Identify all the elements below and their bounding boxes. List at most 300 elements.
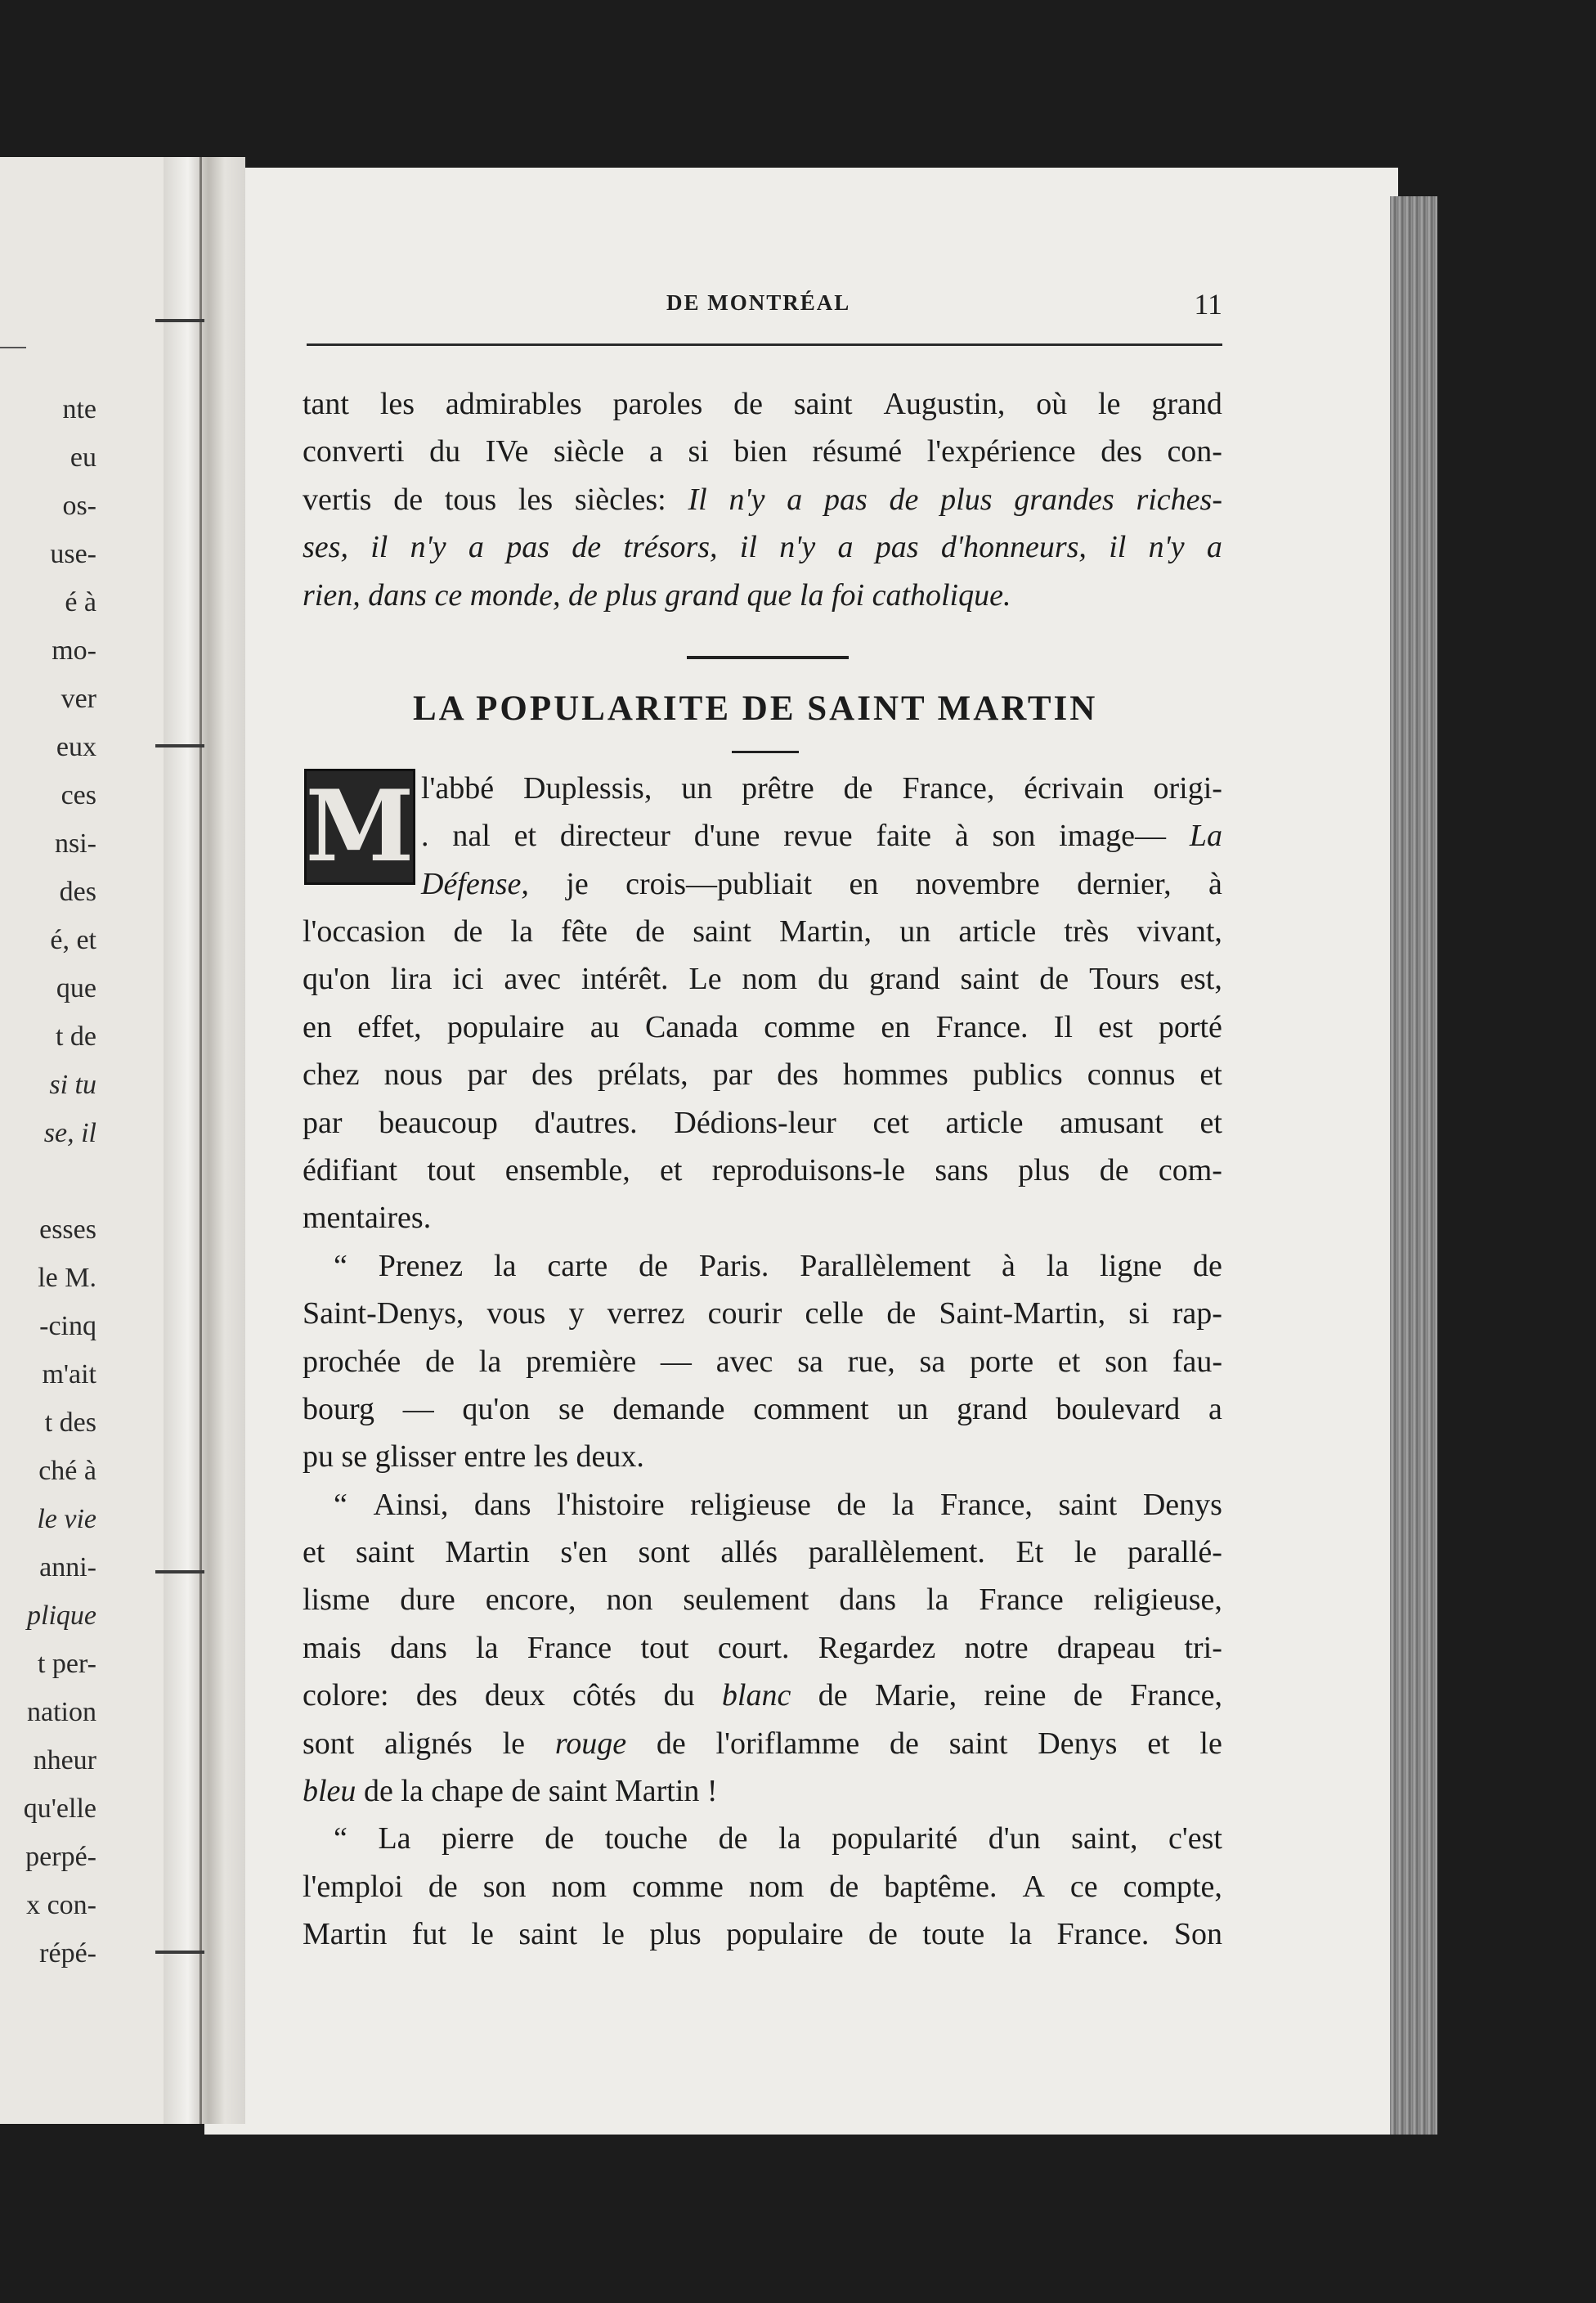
word: de xyxy=(1099,1152,1129,1187)
word: de xyxy=(656,1726,686,1761)
word: à xyxy=(954,819,969,854)
left-page-line: esses xyxy=(39,1214,96,1245)
word: publics xyxy=(972,1057,1063,1093)
word: Son xyxy=(1173,1917,1222,1952)
word: la xyxy=(778,1821,801,1856)
text-line xyxy=(303,1672,1222,1719)
word: populaire xyxy=(726,1917,844,1952)
word: a xyxy=(649,434,663,469)
word: très xyxy=(1064,914,1110,949)
word: se xyxy=(558,1391,585,1426)
word: la xyxy=(1009,1917,1033,1952)
word: Martin, xyxy=(779,914,872,949)
word: toute xyxy=(922,1917,985,1952)
word: l'abbé xyxy=(421,771,495,806)
word: siècle xyxy=(553,434,625,469)
left-page-line: si tu xyxy=(49,1070,96,1100)
text-line xyxy=(303,1290,1222,1337)
word: Denys xyxy=(1142,1487,1222,1522)
word: reproduisons-le xyxy=(711,1152,906,1187)
word: ses, xyxy=(303,530,348,565)
word: sa xyxy=(797,1344,823,1379)
word: pas xyxy=(823,482,867,517)
left-page-line: eu xyxy=(69,442,96,473)
page-number: 11 xyxy=(1194,288,1222,321)
word: amusant xyxy=(1060,1105,1163,1140)
word: court. xyxy=(717,1630,790,1665)
word: son xyxy=(1105,1344,1148,1379)
word: il xyxy=(1109,530,1127,565)
word: un xyxy=(681,771,713,806)
text-line xyxy=(303,1576,1222,1623)
word: le xyxy=(1074,1535,1097,1570)
left-page-line: plique xyxy=(27,1600,96,1631)
word: à xyxy=(1208,866,1222,901)
word: saint xyxy=(793,387,853,421)
section-rule-bottom xyxy=(732,751,799,753)
word: Parallèlement xyxy=(800,1248,971,1283)
word: comme xyxy=(632,1869,724,1904)
word: est xyxy=(1098,1009,1133,1044)
word: paroles xyxy=(612,387,703,421)
word: de xyxy=(843,771,873,806)
word: Denys xyxy=(1038,1726,1118,1761)
word: grand xyxy=(957,1391,1028,1426)
text-line xyxy=(303,1051,1222,1098)
word: si xyxy=(688,434,709,469)
word: l'histoire xyxy=(557,1487,665,1522)
word: saint xyxy=(356,1535,415,1570)
word: chez xyxy=(303,1057,360,1093)
left-page-line: é à xyxy=(65,587,96,617)
word: d'honneurs, xyxy=(940,530,1087,565)
word: de xyxy=(1073,1678,1103,1713)
word: plus xyxy=(649,1917,702,1952)
word: a xyxy=(468,530,484,565)
word: de xyxy=(836,1487,867,1522)
word: d'un xyxy=(988,1821,1041,1856)
word: — xyxy=(660,1344,692,1379)
word: je xyxy=(566,866,589,901)
left-page-line: ver xyxy=(61,684,96,714)
word: trésors, xyxy=(623,530,718,565)
text-line xyxy=(303,1910,1222,1958)
word: com- xyxy=(1158,1152,1222,1187)
text-run: mentaires. xyxy=(303,1201,432,1236)
word: en xyxy=(303,1009,332,1044)
word: avec xyxy=(504,962,561,997)
word: fête xyxy=(561,914,608,949)
word: où xyxy=(1036,387,1068,421)
left-page-line: se, il xyxy=(43,1118,96,1148)
word: France xyxy=(979,1582,1064,1618)
word: est, xyxy=(1180,962,1222,997)
word: seulement xyxy=(683,1582,809,1618)
word: côtés xyxy=(572,1678,637,1713)
word: des xyxy=(1101,434,1142,469)
italic-run: bleu xyxy=(303,1774,356,1809)
word: de xyxy=(889,482,919,517)
word: de xyxy=(718,1821,748,1856)
word: IVe xyxy=(485,434,529,469)
word: n'y xyxy=(410,530,446,565)
word: France xyxy=(527,1630,612,1665)
word: sont xyxy=(638,1535,690,1570)
word: nom xyxy=(748,1869,805,1904)
word: baptême. xyxy=(884,1869,998,1904)
word: des xyxy=(777,1057,818,1093)
word: cet xyxy=(872,1105,909,1140)
text-line xyxy=(421,812,1222,860)
word: par xyxy=(467,1057,508,1093)
word: il xyxy=(370,530,388,565)
ornamental-dropcap xyxy=(304,769,415,885)
word: un xyxy=(899,914,931,949)
word: France. xyxy=(935,1009,1029,1044)
word: de xyxy=(890,1726,919,1761)
word: siècles: xyxy=(574,482,666,517)
word: saint xyxy=(948,1726,1008,1761)
text-line xyxy=(303,380,1222,428)
word: a xyxy=(837,530,854,565)
word: alignés xyxy=(384,1726,473,1761)
word: porte xyxy=(970,1344,1034,1379)
word: blanc xyxy=(721,1678,791,1713)
word: beaucoup xyxy=(379,1105,498,1140)
paragraph xyxy=(303,1481,1222,1816)
word: plus xyxy=(1018,1152,1070,1187)
word: prêtre xyxy=(742,771,814,806)
word: A xyxy=(1022,1869,1045,1904)
word: mais xyxy=(303,1630,361,1665)
word: France, xyxy=(902,771,995,806)
word: Regardez xyxy=(818,1630,936,1665)
word: article xyxy=(958,914,1037,949)
text-run: de la chape de saint Martin ! xyxy=(356,1774,718,1809)
paragraph xyxy=(303,908,1222,1242)
article-body xyxy=(303,908,1222,1959)
word: drapeau xyxy=(1056,1630,1156,1665)
running-head: DE MONTRÉAL xyxy=(666,290,851,315)
word: dans xyxy=(473,1487,531,1522)
word: deux xyxy=(484,1678,545,1713)
word: le xyxy=(471,1917,494,1952)
left-page-line: use- xyxy=(50,539,96,569)
word: de xyxy=(425,1344,455,1379)
word: rouge xyxy=(554,1726,627,1761)
word: l'occasion xyxy=(303,914,426,949)
word: nous xyxy=(383,1057,443,1093)
left-page-line: le vie xyxy=(37,1504,96,1534)
text-line xyxy=(421,860,1222,908)
word: le xyxy=(502,1726,526,1761)
word: hommes xyxy=(843,1057,948,1093)
word: par xyxy=(712,1057,753,1093)
left-page-rule xyxy=(0,347,26,348)
word: saint xyxy=(518,1917,578,1952)
word: de xyxy=(428,1869,458,1904)
word: Canada xyxy=(644,1009,738,1044)
header-rule xyxy=(307,343,1222,346)
word: de xyxy=(829,1869,859,1904)
word: du xyxy=(429,434,461,469)
word: plus xyxy=(940,482,993,517)
word: la xyxy=(926,1582,949,1618)
left-page-line: x con- xyxy=(26,1890,96,1920)
word: parallé- xyxy=(1127,1535,1222,1570)
word: effet, xyxy=(357,1009,422,1044)
word: de xyxy=(733,387,763,421)
left-page-line: eux xyxy=(56,732,96,762)
word: n'y xyxy=(729,482,765,517)
word: populaire xyxy=(446,1009,565,1044)
text-line xyxy=(303,1099,1222,1147)
word: n'y xyxy=(779,530,816,565)
word: “ xyxy=(334,1248,347,1283)
left-page-line: le M. xyxy=(38,1263,96,1293)
word: la xyxy=(1046,1248,1069,1283)
word: rap- xyxy=(1172,1296,1222,1331)
text-line xyxy=(303,908,1222,955)
word: la xyxy=(891,1487,915,1522)
word: saint xyxy=(1058,1487,1118,1522)
word: allés xyxy=(720,1535,778,1570)
word: s'en xyxy=(560,1535,607,1570)
word: et xyxy=(660,1152,683,1187)
left-page-line: é, et xyxy=(50,925,96,955)
gutter-fold xyxy=(200,157,202,2124)
word: dernier, xyxy=(1077,866,1172,901)
word: bourg xyxy=(303,1391,374,1426)
word: sa xyxy=(919,1344,946,1379)
word: intérêt. xyxy=(581,962,669,997)
word: le xyxy=(602,1917,625,1952)
word: connus xyxy=(1087,1057,1176,1093)
word: résumé xyxy=(812,434,903,469)
left-page-line: ces xyxy=(61,780,96,810)
word: demande xyxy=(612,1391,725,1426)
left-page-line: anni- xyxy=(39,1552,96,1582)
left-page-line: m'ait xyxy=(42,1359,96,1389)
word: Augustin, xyxy=(883,387,1006,421)
word: comme xyxy=(764,1009,856,1044)
word: des xyxy=(531,1057,573,1093)
word: con- xyxy=(1167,434,1222,469)
word: au xyxy=(590,1009,620,1044)
left-page-line: ché à xyxy=(38,1456,96,1486)
word: n'y xyxy=(1148,530,1185,565)
text-line xyxy=(303,476,1222,523)
word: et xyxy=(1199,1105,1222,1140)
section-title: LA POPULARITE DE SAINT MARTIN xyxy=(413,689,1098,728)
word: vivant, xyxy=(1136,914,1222,949)
word: de xyxy=(639,1248,668,1283)
word: celle xyxy=(805,1296,864,1331)
word: dans xyxy=(839,1582,897,1618)
word: dans xyxy=(390,1630,447,1665)
word: rue, xyxy=(847,1344,895,1379)
word: Il xyxy=(688,482,707,517)
word: et xyxy=(1147,1726,1170,1761)
word: le xyxy=(1199,1726,1222,1761)
word: qu'on xyxy=(303,962,370,997)
word: La xyxy=(1189,819,1222,854)
left-page-line: t des xyxy=(44,1407,96,1438)
text-line xyxy=(303,1863,1222,1910)
word: et xyxy=(1057,1344,1081,1379)
word: l'emploi xyxy=(303,1869,403,1904)
left-page-line: que xyxy=(56,973,96,1003)
word: Saint-Denys, xyxy=(303,1296,464,1331)
text-line xyxy=(303,1720,1222,1767)
word: boulevard xyxy=(1056,1391,1181,1426)
word: crois—publiait xyxy=(625,866,813,901)
word: édifiant xyxy=(303,1152,398,1187)
word: fau- xyxy=(1172,1344,1222,1379)
word: Marie, xyxy=(874,1678,957,1713)
word: verrez xyxy=(607,1296,685,1331)
word: sont xyxy=(303,1726,355,1761)
word: Paris. xyxy=(698,1248,769,1283)
word: en xyxy=(881,1009,911,1044)
word: Martin xyxy=(445,1535,530,1570)
word: saint, xyxy=(1071,1821,1138,1856)
word: les xyxy=(518,482,554,517)
word: France. xyxy=(1056,1917,1150,1952)
word: de xyxy=(635,914,666,949)
word: image— xyxy=(1059,819,1167,854)
word: a xyxy=(1206,530,1222,565)
text-run: pu se glisser entre les deux. xyxy=(303,1439,644,1475)
word: à xyxy=(1002,1248,1015,1283)
text-line xyxy=(303,1338,1222,1385)
word: Le xyxy=(688,962,722,997)
word: Ainsi, xyxy=(373,1487,449,1522)
word: admirables xyxy=(445,387,582,421)
word: Duplessis, xyxy=(523,771,652,806)
word: colore: xyxy=(303,1678,389,1713)
word: carte xyxy=(547,1248,608,1283)
word: touche xyxy=(604,1821,688,1856)
word: a xyxy=(787,482,803,517)
word: de xyxy=(1193,1248,1222,1283)
word: en xyxy=(849,866,879,901)
word: et xyxy=(1199,1057,1222,1093)
binding-stitch xyxy=(155,1951,204,1954)
word: avec xyxy=(715,1344,773,1379)
text-line xyxy=(303,1433,1222,1480)
text-line xyxy=(303,1815,1222,1862)
word: son xyxy=(992,819,1036,854)
word: les xyxy=(379,387,415,421)
word: et xyxy=(513,819,537,854)
word: Il xyxy=(1053,1009,1073,1044)
word: La xyxy=(378,1821,411,1856)
word: Tours xyxy=(1089,962,1160,997)
word: vous xyxy=(486,1296,546,1331)
left-page-line: répé- xyxy=(39,1938,96,1969)
text-line xyxy=(303,1767,1222,1815)
word: de xyxy=(818,1678,848,1713)
left-page-line: -cinq xyxy=(39,1311,96,1341)
word: prochée xyxy=(303,1344,401,1379)
word: de xyxy=(886,1296,917,1331)
word: directeur xyxy=(559,819,670,854)
word: France, xyxy=(939,1487,1033,1522)
left-page-line: perpé- xyxy=(25,1842,96,1872)
section-rule-top xyxy=(687,656,849,659)
word: Défense, xyxy=(421,866,529,901)
word: courir xyxy=(707,1296,782,1331)
word: religieuse, xyxy=(1093,1582,1222,1618)
word: la xyxy=(510,914,533,949)
word: fut xyxy=(411,1917,447,1952)
word: d'une xyxy=(693,819,760,854)
dropcap-lines xyxy=(421,765,1222,908)
word: le xyxy=(1098,387,1121,421)
word: l'expérience xyxy=(926,434,1076,469)
left-page-line: os- xyxy=(62,491,96,521)
word: et xyxy=(303,1535,325,1570)
word: de xyxy=(453,914,483,949)
left-page-line: mo- xyxy=(52,635,96,666)
word: tri- xyxy=(1184,1630,1222,1665)
word: notre xyxy=(964,1630,1029,1665)
word: porté xyxy=(1158,1009,1222,1044)
word: religieuse xyxy=(690,1487,811,1522)
word: ce xyxy=(1069,1869,1098,1904)
left-page-line: t per- xyxy=(37,1649,96,1679)
word: nal xyxy=(452,819,491,854)
word: tant xyxy=(303,387,349,421)
word: il xyxy=(739,530,757,565)
word: encore, xyxy=(485,1582,576,1618)
word: son xyxy=(482,1869,527,1904)
word: qu'on xyxy=(462,1391,531,1426)
word: ensemble, xyxy=(504,1152,630,1187)
word: France, xyxy=(1130,1678,1222,1713)
word: vertis xyxy=(303,482,372,517)
word: faite xyxy=(876,819,931,854)
word: de xyxy=(868,1917,898,1952)
word: bien xyxy=(733,434,787,469)
word: comment xyxy=(753,1391,869,1426)
word: première xyxy=(526,1344,637,1379)
word: par xyxy=(303,1105,343,1140)
word: reine xyxy=(984,1678,1047,1713)
word: l'oriflamme xyxy=(715,1726,860,1761)
word: écrivain xyxy=(1024,771,1124,806)
binding-stitch xyxy=(155,744,204,747)
text-line xyxy=(303,523,1222,571)
word: saint xyxy=(960,962,1020,997)
word: compte, xyxy=(1123,1869,1222,1904)
paragraph xyxy=(303,1242,1222,1481)
word: sans xyxy=(935,1152,989,1187)
word: la xyxy=(494,1248,517,1283)
word: a xyxy=(1208,1391,1222,1426)
word: “ xyxy=(334,1821,347,1856)
word: y xyxy=(568,1296,585,1331)
text-line xyxy=(303,1624,1222,1672)
italic-run: rien, dans ce monde, de plus grand que la foi catholique. xyxy=(303,577,1011,613)
text-line xyxy=(303,955,1222,1003)
paragraph xyxy=(303,1815,1222,1958)
word: prélats, xyxy=(597,1057,688,1093)
text-line xyxy=(303,1481,1222,1529)
word: de xyxy=(1039,962,1069,997)
word: revue xyxy=(783,819,853,854)
